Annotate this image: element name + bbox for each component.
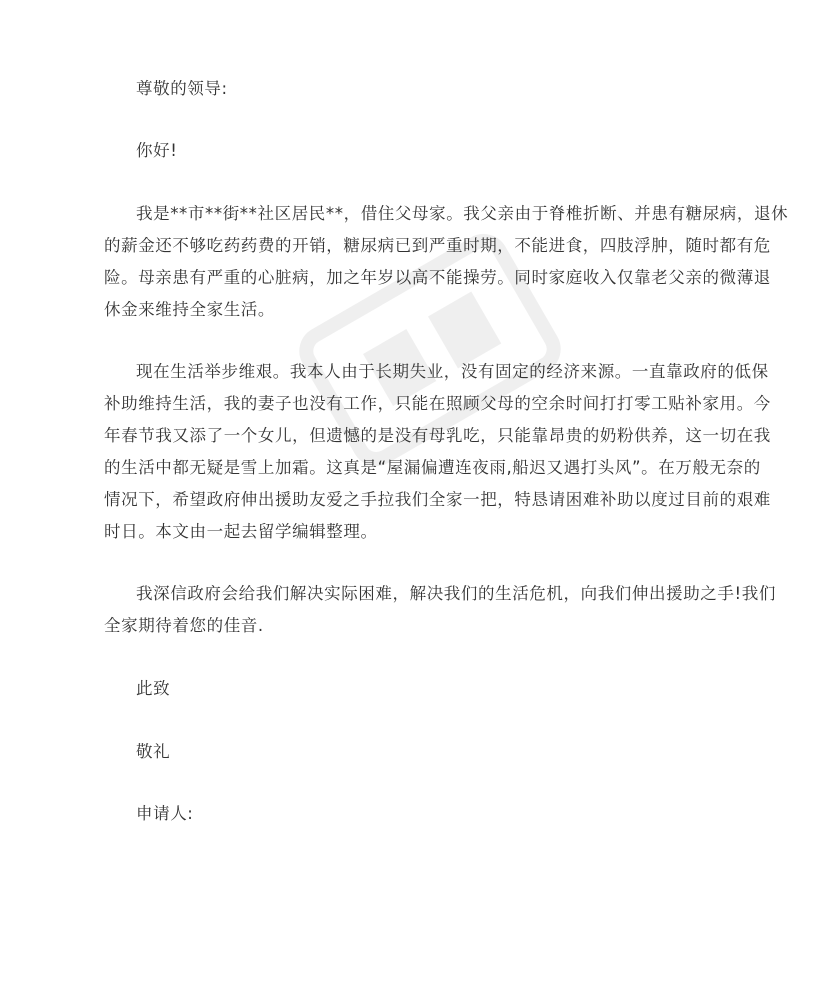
- paragraph-2-line: 的生活中都无疑是雪上加霜。这真是“屋漏偏遭连夜雨,船迟又遇打头风”。在万般无奈的: [104, 458, 761, 477]
- paragraph-2-line: 情况下，希望政府伸出援助友爱之手拉我们全家一把，特恳请困难补助以度过目前的艰难: [104, 490, 771, 509]
- paragraph-3-line: 全家期待着您的佳音.: [104, 616, 264, 635]
- paragraph-3-line: 我深信政府会给我们解决实际困难，解决我们的生活危机，向我们伸出援助之手!我们: [136, 584, 776, 603]
- paragraph-2-line: 时日。本文由一起去留学编辑整理。: [104, 522, 378, 541]
- closing-jing-li: 敬礼: [136, 742, 171, 761]
- paragraph-2-line: 年春节我又添了一个女儿，但遗憾的是没有母乳吃，只能靠昂贵的奶粉供养，这一切在我: [104, 426, 771, 445]
- signature-label: 申请人:: [136, 804, 194, 823]
- paragraph-1-line: 险。母亲患有严重的心脏病，加之年岁以高不能操劳。同时家庭收入仅靠老父亲的微薄退: [104, 268, 771, 287]
- paragraph-1-line: 的薪金还不够吃药药费的开销，糖尿病已到严重时期，不能进食，四肢浮肿，随时都有危: [104, 236, 771, 255]
- paragraph-1-line: 休金来维持全家生活。: [104, 300, 275, 319]
- paragraph-2-line: 现在生活举步维艰。我本人由于长期失业，没有固定的经济来源。一直靠政府的低保: [136, 362, 769, 381]
- closing-ci-zhi: 此致: [136, 679, 171, 698]
- salutation: 尊敬的领导:: [136, 79, 228, 98]
- greeting: 你好!: [136, 141, 178, 160]
- paragraph-1-line: 我是**市**街**社区居民**，借住父母家。我父亲由于脊椎折断、并患有糖尿病，退休: [136, 204, 789, 223]
- paragraph-2-line: 补助维持生活，我的妻子也没有工作，只能在照顾父母的空余时间打打零工贴补家用。今: [104, 394, 771, 413]
